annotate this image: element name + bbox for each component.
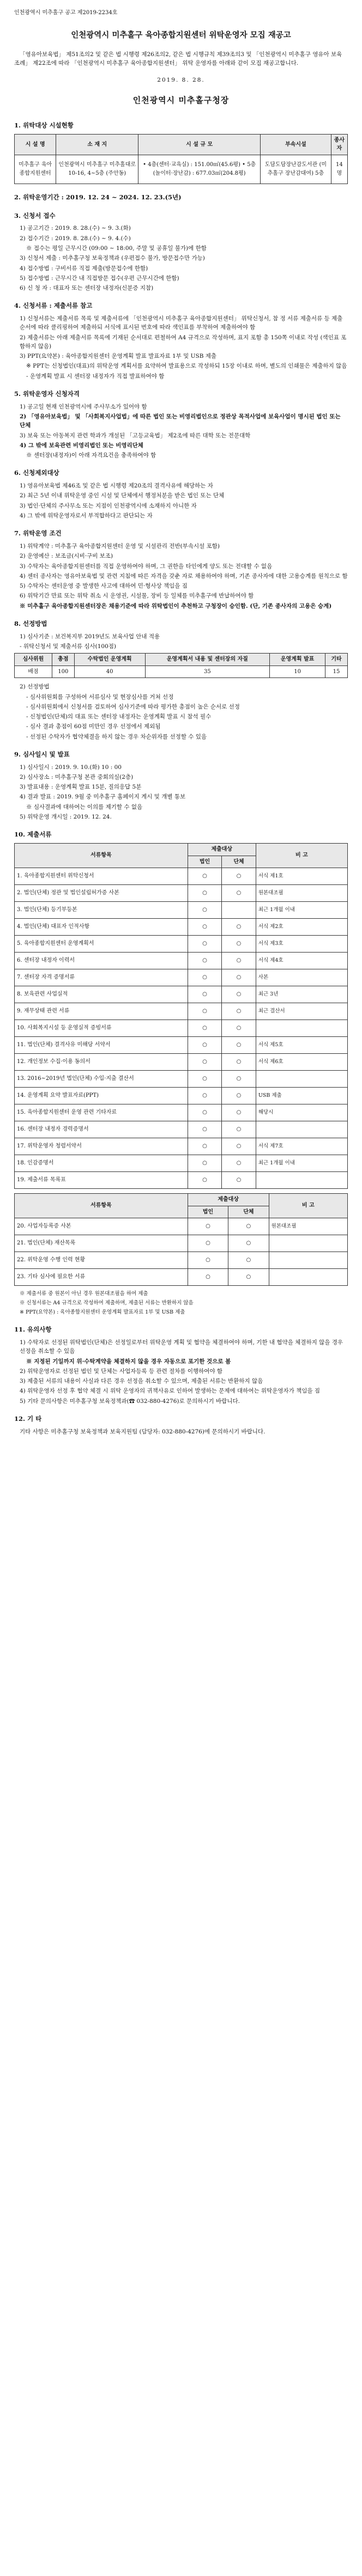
table-cell: ○ <box>222 1037 256 1054</box>
table-row <box>15 936 348 953</box>
table-cell <box>269 1269 347 1286</box>
section-9-line: 3) 발표내용 : 운영계획 발표 15분, 질의응답 5분 <box>20 784 142 791</box>
table-cell: 35 <box>145 666 270 678</box>
section-8-line: - 심사 결과 총점이 60점 미만인 경우 선정에서 제외됨 <box>26 723 161 730</box>
issuer: 인천광역시 미추홀구청장 <box>132 95 230 105</box>
table-cell: ○ <box>188 885 222 902</box>
table-header: 서류항목 <box>15 1194 188 1218</box>
section-8-line: - 심사위원회에서 신청서를 검토하여 심사기준에 따라 평가한 총점이 높은 순서로 선정 <box>26 703 240 710</box>
section-4-line: 2) 제출서류는 아래 제출서류 목록에 기재된 순서대로 편철하여 A4 규격으로 작성하며, 표지 포함 총 150쪽 이내로 작성 (색인표 포함하지 않음) <box>20 334 347 350</box>
section-12-heading: 12. 기 타 <box>14 1414 42 1423</box>
table-cell: ○ <box>222 1003 256 1020</box>
section-8-line: - 신청법인(단체)의 대표 또는 센터장 내정자는 운영계획 발표 시 참석 필수 <box>26 713 212 721</box>
table-cell: 15. 육아종합지원센터 운영 관련 기타자료 <box>15 1104 188 1121</box>
table-cell: ○ <box>222 1172 256 1189</box>
table-cell: ○ <box>188 919 222 936</box>
table-cell: ○ <box>188 1037 222 1054</box>
section-8-heading: 8. 선정방법 <box>14 619 47 627</box>
table-row <box>15 1003 348 1020</box>
table-cell: 서식 제2호 <box>256 919 347 936</box>
table-cell: ○ <box>222 1121 256 1138</box>
section-4-line: 1) 신청서류는 제출서류 목록 및 제출서류에 「인천광역시 미추홀구 육아종합지원센터」 위탁신청서, 참 정 서류 제출서류 등 제출 순서에 따라 클리핑하여 제출하되 서식에 표시된 번호에 따라 색인표를 부착하여 제출하여야 함 <box>20 315 343 331</box>
section-12-line: 기타 사항은 미추홀구청 보육정책과 보육지원팀 (담당자: 032-880-4276)에 문의하시기 바랍니다. <box>20 1428 266 1435</box>
table-header: 기타 <box>325 654 348 666</box>
intro-paragraph: 「영유아보육법」 제51조의2 및 같은 법 시행령 제26조의2, 같은 법 시행규칙 제39조의3 및 「인천광역시 미추홀구 영유아 보육 조례」 제22조에 따라 「인천광역시 미추홀구 육아종합지원센터」 위탁 운영자를 아래와 같이 모집 재공고합니다. <box>14 51 342 67</box>
table-cell: ○ <box>188 969 222 986</box>
table-row <box>15 1121 348 1138</box>
table-cell: 미추홀구 육아종합지원센터 <box>15 155 56 184</box>
section-7-line: 1) 위탁계약 : 미추홀구 육아종합지원센터 운영 및 시설관리 전반(부속시설 포함) <box>20 543 220 550</box>
table-cell: 최근 1개월 이내 <box>256 902 347 919</box>
section-5-heading: 5. 위탁운영자 신청자격 <box>14 389 80 398</box>
table-cell: 11. 법인(단체) 결격사유 미해당 서약서 <box>15 1037 188 1054</box>
section-4-line: ※ PPT는 신청법인(대표)의 위탁운영 계획서를 요약하여 발표용으로 작성하되 15장 이내로 하며, 별도의 인쇄물은 제출하지 않음 <box>26 363 347 370</box>
table-cell: 서식 제1호 <box>256 868 347 885</box>
table-header: 단체 <box>228 1206 269 1218</box>
table-cell: ○ <box>222 1104 256 1121</box>
table-cell: 10. 사회복지시설 등 운영실적 증빙서류 <box>15 1020 188 1037</box>
table-row <box>15 1172 348 1189</box>
section-6-line: 4) 그 밖에 위탁운영자로서 부적합하다고 판단되는 자 <box>20 512 153 519</box>
table-header: 소 재 지 <box>56 134 138 155</box>
table-cell: 7. 센터장 자격 증명서류 <box>15 969 188 986</box>
table-cell <box>256 1121 347 1138</box>
table-row <box>15 1104 348 1121</box>
table-cell: ○ <box>188 1235 228 1252</box>
section-6-line: 3) 법인·단체의 주사무소 또는 지점이 인천광역시에 소재하지 아니한 자 <box>20 502 197 509</box>
section-5-line: 3) 보육 또는 아동복지 관련 학과가 개설된 「고등교육법」 제2조에 따른 대학 또는 전문대학 <box>20 432 251 439</box>
table-cell: 5. 육아종합지원센터 운영계획서 <box>15 936 188 953</box>
section-4-heading: 4. 신청서류 : 제출서류 참고 <box>14 302 93 310</box>
table-cell: 8. 보육관련 사업실적 <box>15 986 188 1003</box>
table-header: 제출대상 <box>188 844 256 856</box>
section-1-heading: 1. 위탁대상 시설현황 <box>14 121 74 130</box>
table-cell: 도담도담장난감도서관 (미추홀구 장난감대여) 5층 <box>261 155 331 184</box>
table-cell: 2. 법인(단체) 정관 및 법인설립허가증 사본 <box>15 885 188 902</box>
section-8-line: - 위탁신청서 및 제출서류 심사(100점) <box>20 643 116 650</box>
section-3-line: 2) 접수기간 : 2019. 8. 28.(수) ~ 9. 4.(수) <box>20 235 131 242</box>
section-5-line: 2) 「영유아보육법」 및 「사회복지사업법」에 따른 법인 또는 비영리법인으로 정관상 목적사업에 보육사업이 명시된 법인 또는 단체 <box>20 413 341 429</box>
table-cell: 20. 사업자등록증 사본 <box>15 1218 188 1235</box>
table-header: 운영계획 발표 <box>270 654 325 666</box>
table-row <box>15 1037 348 1054</box>
table-cell: 원본대조필 <box>256 885 347 902</box>
table-cell: 인천광역시 미추홀구 미추홀대로 10-16, 4~5층 (주안동) <box>56 155 138 184</box>
table-cell: ○ <box>188 1172 222 1189</box>
table-row <box>15 1020 348 1037</box>
table-cell: ○ <box>222 1088 256 1104</box>
table-cell: 40 <box>74 666 145 678</box>
table-row <box>15 1138 348 1155</box>
table-row <box>15 1071 348 1088</box>
section-7-heading: 7. 위탁운영 조건 <box>14 529 62 538</box>
notice-number: 인천광역시 미추홀구 공고 제2019-2234호 <box>14 10 118 16</box>
table-cell: 100 <box>52 666 74 678</box>
table-cell: ○ <box>188 1054 222 1071</box>
section-10-note: ※ 신청서류는 A4 규격으로 작성하여 제출하며, 제출된 서류는 반환하지 않음 <box>20 1299 194 1306</box>
table-row <box>15 986 348 1003</box>
table-cell: 1. 육아종합지원센터 위탁신청서 <box>15 868 188 885</box>
table-cell: 10 <box>270 666 325 678</box>
table-cell: 최근 1개월 이내 <box>256 1155 347 1172</box>
table-cell: 9. 재무상태 관련 서류 <box>15 1003 188 1020</box>
table-cell: ○ <box>188 1088 222 1104</box>
section-7-line: 2) 운영예산 : 보조금(시비·구비 보조) <box>20 553 113 560</box>
table-cell: 3. 법인(단체) 등기부등본 <box>15 902 188 919</box>
table-cell: ○ <box>228 1269 269 1286</box>
section-5-line: 1) 공고일 현재 인천광역시에 주사무소가 있어야 함 <box>20 403 147 410</box>
table-cell: ○ <box>188 1121 222 1138</box>
table-cell: ○ <box>222 1054 256 1071</box>
section-8-line: 2) 선정방법 <box>20 683 50 691</box>
table-header: 법인 <box>188 1206 228 1218</box>
table-header: 단체 <box>222 856 256 868</box>
table-header: 총점 <box>52 654 74 666</box>
table-header: 심사위원 <box>15 654 52 666</box>
section-6-heading: 6. 신청제외대상 <box>14 469 59 477</box>
section-11-line: 2) 위탁운영자로 선정된 법인 및 단체는 사업자등록 등 관련 절차를 이행하여야 함 <box>20 1368 223 1375</box>
table-cell: 23. 기타 심사에 필요한 서류 <box>15 1269 188 1286</box>
table-cell: ○ <box>222 1020 256 1037</box>
section-3-heading: 3. 신청서 접수 <box>14 211 56 219</box>
table-cell: ○ <box>188 1104 222 1121</box>
table-row <box>15 902 348 919</box>
section-9-heading: 9. 심사일시 및 발표 <box>14 750 70 758</box>
table-row <box>15 1218 348 1235</box>
section-9-line: 2) 심사장소 : 미추홀구청 본관 중회의실(2층) <box>20 773 134 780</box>
table-cell: 15 <box>325 666 348 678</box>
documents-table-continued <box>14 1193 348 1286</box>
table-cell: 12. 개인정보 수집·이용 동의서 <box>15 1054 188 1071</box>
table-cell: ○ <box>188 1003 222 1020</box>
section-4-line: 3) PPT(요약본) : 육아종합지원센터 운영계획 발표 발표자료 1부 및 USB 제출 <box>20 353 217 360</box>
table-cell: 4. 법인(단체) 대표자 인적사항 <box>15 919 188 936</box>
section-11-line: 3) 제출된 서류의 내용이 사실과 다른 경우 선정을 취소할 수 있으며, 제출된 서류는 반환하지 않음 <box>20 1378 263 1385</box>
table-cell: ○ <box>188 1071 222 1088</box>
table-header: 운영계획서 내용 및 센터장의 자질 <box>145 654 270 666</box>
section-6-line: 2) 최근 5년 이내 위탁운영 중인 시설 및 단체에서 행정처분을 받은 법인 또는 단체 <box>20 492 225 499</box>
documents-table <box>14 843 348 1189</box>
section-8-line: 1) 심사기준 : 보건복지부 2019년도 보육사업 안내 적용 <box>20 633 160 640</box>
table-cell: 19. 제출서류 목록표 <box>15 1172 188 1189</box>
section-3-line: 4) 접수방법 : 구비서류 직접 제출(방문접수에 한함) <box>20 265 148 272</box>
table-cell: ○ <box>222 1071 256 1088</box>
table-header: 비 고 <box>256 844 347 868</box>
table-cell: 18. 인감증명서 <box>15 1155 188 1172</box>
table-cell: 14명 <box>331 155 347 184</box>
table-cell: 14. 운영계획 요약 발표자료(PPT) <box>15 1088 188 1104</box>
section-7-line: 3) 수탁자는 육아종합지원센터를 직접 운영하여야 하며, 그 권한을 타인에게 양도 또는 전대할 수 없음 <box>20 563 273 570</box>
table-cell: 사본 <box>256 969 347 986</box>
section-9-line: 5) 위탁운영 개시일 : 2019. 12. 24. <box>20 814 112 821</box>
section-2-heading: 2. 위탁운영기간 : 2019. 12. 24 ~ 2024. 12. 23.(5년) <box>14 193 182 201</box>
table-cell: ○ <box>222 1155 256 1172</box>
table-cell: 서식 제5호 <box>256 1037 347 1054</box>
table-cell: 13. 2016~2019년 법인(단체) 수입·지출 결산서 <box>15 1071 188 1088</box>
table-cell: ○ <box>188 953 222 969</box>
table-cell: USB 제출 <box>256 1088 347 1104</box>
table-cell: 21. 법인(단체) 재산목록 <box>15 1235 188 1252</box>
table-row <box>15 885 348 902</box>
table-cell <box>256 1071 347 1088</box>
table-row <box>15 1155 348 1172</box>
table-cell: 최근 결산서 <box>256 1003 347 1020</box>
table-cell: 원본대조필 <box>269 1218 347 1235</box>
table-row <box>15 969 348 986</box>
section-4-line: - 운영계획 발표 시 센터장 내정자가 직접 발표하여야 함 <box>26 373 165 380</box>
table-row <box>15 868 348 885</box>
section-5-line: 4) 그 밖에 보육관련 비영리법인 또는 비영리단체 <box>20 442 143 449</box>
table-header: 시 설 명 <box>15 134 56 155</box>
table-cell: 17. 위탁운영자 청렴서약서 <box>15 1138 188 1155</box>
table-cell: 배점 <box>15 666 52 678</box>
section-10-heading: 10. 제출서류 <box>14 831 52 839</box>
table-cell: ○ <box>188 1020 222 1037</box>
table-header: 종사자 <box>331 134 347 155</box>
table-cell: ○ <box>222 868 256 885</box>
section-9-line: 4) 결과 발표 : 2019. 9월 중 미추홀구 홈페이지 게시 및 개별 통보 <box>20 793 186 801</box>
table-cell <box>256 1172 347 1189</box>
table-cell <box>256 1020 347 1037</box>
table-header: 수탁법인 운영계획 <box>74 654 145 666</box>
table-cell: 서식 제7호 <box>256 1138 347 1155</box>
section-8-line: - 선정된 수탁자가 협약체결을 하지 않는 경우 차순위자를 선정할 수 있음 <box>26 733 207 740</box>
table-cell: 16. 센터장 내정자 경력증명서 <box>15 1121 188 1138</box>
section-3-line: 1) 공고기간 : 2019. 8. 28.(수) ~ 9. 3.(화) <box>20 225 131 232</box>
table-cell <box>222 902 256 919</box>
table-row <box>15 1252 348 1269</box>
table-header: 시 설 규 모 <box>138 134 261 155</box>
section-3-line: 6) 신 청 자 : 대표자 또는 센터장 내정자(신분증 지참) <box>20 285 154 292</box>
table-cell <box>269 1235 347 1252</box>
table-cell: 최근 3년 <box>256 986 347 1003</box>
table-row <box>15 953 348 969</box>
table-row <box>15 1269 348 1286</box>
table-cell: 서식 제3호 <box>256 936 347 953</box>
table-cell: ○ <box>222 953 256 969</box>
table-cell <box>269 1252 347 1269</box>
table-row <box>15 1054 348 1071</box>
section-10-note: ※ 제출서류 중 원본이 아닌 경우 원본대조필을 하여 제출 <box>20 1291 148 1297</box>
table-cell: 6. 센터장 내정자 이력서 <box>15 953 188 969</box>
table-header: 제출대상 <box>188 1194 269 1206</box>
table-cell: ○ <box>222 919 256 936</box>
table-cell: ○ <box>228 1252 269 1269</box>
section-7-line: 6) 위탁기간 만료 또는 위탁 취소 시 운영권, 시설물, 장비 등 일체를 미추홀구에 반납하여야 함 <box>20 593 254 600</box>
table-row <box>15 1235 348 1252</box>
table-cell: 서식 제4호 <box>256 953 347 969</box>
table-cell: ○ <box>222 885 256 902</box>
table-header: 법인 <box>188 856 222 868</box>
section-8-line: - 심사위원회를 구성하여 서류심사 및 현장심사를 거쳐 선정 <box>26 693 174 700</box>
table-cell: ○ <box>188 902 222 919</box>
table-cell: • 4층(센터·교육실) : 151.00㎡(45.6평) • 5층(놀이터·장난감) : 677.03㎡(204.8평) <box>138 155 261 184</box>
table-cell: ○ <box>188 986 222 1003</box>
section-11-line: 5) 기타 문의사항은 미추홀구청 보육정책과(☎ 032-880-4276)로 문의하시기 바랍니다. <box>20 1397 240 1405</box>
table-cell: 해당시 <box>256 1104 347 1121</box>
section-9-line: ※ 심사결과에 대하여는 이의를 제기할 수 없음 <box>26 803 143 810</box>
section-9-line: 1) 심사일시 : 2019. 9. 10.(화) 10 : 00 <box>20 764 122 771</box>
section-3-line: 3) 신청서 제출 : 미추홀구청 보육정책과 (우편접수 불가, 방문접수만 가능) <box>20 255 205 262</box>
table-cell: ○ <box>188 1252 228 1269</box>
section-11-heading: 11. 유의사항 <box>14 1326 52 1334</box>
table-cell: ○ <box>228 1218 269 1235</box>
section-3-line: 5) 접수방법 : 근무시간 내 직접방문 접수(우편 근무시간에 한함) <box>20 274 179 282</box>
table-cell: 서식 제6호 <box>256 1054 347 1071</box>
table-cell: ○ <box>188 1269 228 1286</box>
table-cell: ○ <box>222 969 256 986</box>
section-3-line: ※ 접수는 평일 근무시간 (09:00 ~ 18:00, 주말 및 공휴일 불가)에 한함 <box>26 245 207 252</box>
section-11-line: 1) 수탁자로 선정된 위탁법인(단체)은 선정일로부터 위탁운영 계획 및 협약을 체결하여야 하며, 기한 내 협약을 체결하지 않을 경우 선정을 취소할 수 있음 <box>20 1339 343 1355</box>
table-cell: ○ <box>222 1138 256 1155</box>
table-cell: ○ <box>188 1218 228 1235</box>
section-11-line: ※ 지정된 기일까지 위·수탁계약을 체결하지 않을 경우 자동으로 포기한 것으로 봄 <box>26 1358 231 1365</box>
table-row <box>15 919 348 936</box>
table-cell: ○ <box>228 1235 269 1252</box>
table-cell: ○ <box>188 1155 222 1172</box>
table-cell: 22. 위탁운영 수행 인력 현황 <box>15 1252 188 1269</box>
table-cell: ○ <box>222 986 256 1003</box>
section-11-line: 4) 위탁운영자 선정 후 협약 체결 시 위탁 운영자의 귀책사유로 인하여 발생하는 문제에 대하여는 위탁운영자가 책임을 짐 <box>20 1388 321 1395</box>
page-title: 인천광역시 미추홀구 육아종합지원센터 위탁운영자 모집 재공고 <box>71 30 291 40</box>
table-header: 비 고 <box>269 1194 347 1218</box>
section-10-note: ※ PPT(요약본) : 육아종합지원센터 운영계획 발표자료 1부 및 USB 제출 <box>20 1309 185 1315</box>
table-row <box>15 1088 348 1104</box>
table-header: 서류항목 <box>15 844 188 868</box>
section-7-line: ※ 미추홀구 육아종합지원센터장은 채용기준에 따라 위탁법인이 추천하고 구청장이 승인함. (단, 기존 종사자의 고용은 승계) <box>20 602 332 609</box>
table-header: 부속시설 <box>261 134 331 155</box>
section-6-line: 1) 영유아보육법 제46조 및 같은 법 시행령 제20조의 결격사유에 해당하는 자 <box>20 483 213 490</box>
facility-table <box>14 134 348 184</box>
notice-date: 2019. 8. 28. <box>157 76 205 83</box>
section-7-line: 5) 수탁자는 센터운영 중 발생한 사고에 대하여 민·형사상 책임을 짐 <box>20 583 188 590</box>
table-cell: ○ <box>188 868 222 885</box>
table-cell: ○ <box>222 936 256 953</box>
table-cell: ○ <box>188 1138 222 1155</box>
table-cell: ○ <box>188 936 222 953</box>
section-5-line: ※ 센터장(내정자)이 아래 자격요건을 충족하여야 함 <box>26 452 156 459</box>
section-7-line: 4) 센터 종사자는 영유아보육법 및 관련 지침에 따른 자격을 갖춘 자로 채용하여야 하며, 기존 종사자에 대한 고용승계를 원칙으로 함 <box>20 572 348 579</box>
score-table <box>14 653 348 678</box>
